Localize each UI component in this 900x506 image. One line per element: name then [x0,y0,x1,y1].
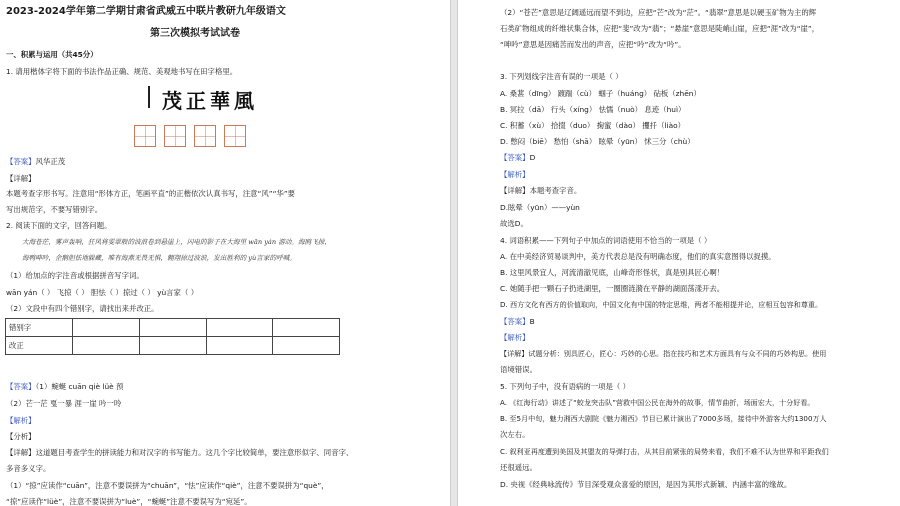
table-header-cell: 错别字 [6,319,73,337]
answer-2-line-1 [6,382,123,391]
explanation-4-tag: 【解析】 [500,333,530,342]
table-blank-cell[interactable] [73,319,140,337]
question-4-option-b: B. 这里风景宜人，河流清澈见底，山峰奇形怪状，真是别具匠心啊！ [500,268,725,277]
question-5-option-a: A. 《红海行动》讲述了“蛟龙突击队”营救中国公民在海外的故事，情节曲折，场面宏大，十分好看。 [500,398,815,407]
grid-cell[interactable] [224,125,246,147]
answer-3 [500,153,535,162]
answer-text: B [529,317,535,326]
answer-2-cont-line-3: “呻吟”意思是因痛苦而发出的声音，应把“吟”改为“吟”。 [500,40,686,49]
page-divider [450,0,458,506]
answer-text: （1）蜿蜒 cuān qiè lüè 预 [35,382,124,391]
correction-table [5,318,340,355]
calligraphy-image [148,84,264,114]
analysis-2-tag: 【分析】 [6,432,36,441]
right-document-page [458,0,900,506]
question-5-option-c-cont: 还很遥远。 [500,463,537,472]
question-5-option-b-cont: 次左右。 [500,430,530,439]
question-2-1: （1）给加点的字注音或根据拼音写字词。 [6,271,144,280]
explanation-1-line-2: 写出规范字，不要写错别字。 [6,205,103,214]
grid-cell[interactable] [134,125,156,147]
answer-tag: 【答案】 [500,317,530,326]
table-blank-cell[interactable] [73,337,140,355]
analysis-2-line-3: （1）“掠”应读作“cuān”，注意不要误拼为“chuān”，“怯”应读作“qiè”，注意不要误拼为“què”， [6,481,329,490]
question-2-1-blanks: wān yán（ ） 飞掠（ ） 胆怯（ ）掠过（ ） yù言家（ ） [6,288,199,297]
table-blank-cell[interactable] [139,337,206,355]
exam-title: 2023-2024学年第二学期甘肃省武威五中联片教研九年级语文 [6,6,286,17]
question-5-option-c: C. 叙利亚再度遭到美国及其盟友的导弹打击，从其目前紧张的局势来看，我们不难不认为世界和平距我们 [500,447,829,456]
question-4: 4. 词语积累——下列句子中加点的词语使用不恰当的一项是（ ） [500,236,712,245]
exam-subtitle: 第三次模拟考试试卷 [150,28,240,39]
table-header-cell: 改正 [6,337,73,355]
question-5-option-b: B. 至5月中旬，魅力湘西大剧院《魅力湘西》节目已累计演出了7000多场，接待中外游客大约1300万人 [500,414,827,423]
explanation-1-tag: 【详解】 [6,174,36,183]
answer-text: D [529,153,536,162]
explanation-4-line-1: 【详解】试题分析：别具匠心，匠心：巧妙的心思。指在技巧和艺术方面具有与众不同的巧妙构思。使用 [500,349,827,358]
section-1-heading: 一、积累与运用（共45分） [6,50,98,59]
table-blank-cell[interactable] [273,337,340,355]
analysis-2-line-4: “掠”应读作“lüè”，注意不要误拼为“luè”，“蜿蜒”注意不要误写为“宛延”。 [6,497,252,506]
answer-4 [500,317,535,326]
table-blank-cell[interactable] [206,337,273,355]
question-4-option-c: C. 她随手把一颗石子扔进湖里，一圈圈涟漪在平静的湖面荡漾开去。 [500,284,725,293]
answer-2-cont-line-2: 石类矿物组成的纤维状集合体，应把“斐”改为“翡”；“悬崖”意思是陡峭山崖，应把“涯”改为“崖”， [500,24,820,33]
answer-tag: 【答案】 [500,153,530,162]
calligraphy-text: 茂正華風 [162,89,258,113]
passage-line-2: 海鸭呻吟，企鹅胆怯地躲藏，唯有海燕无畏无惧，翱翔掠过波浪，发出胜利的 yù言家的呼喊。 [22,254,296,262]
grid-cell[interactable] [194,125,216,147]
explanation-2-tag: 【解析】 [6,416,36,425]
answer-2-cont-line-1: （2）“苍芒”意思是辽阔遥远而望不到边，应把“芒”改为“茫”。“翡翠”意思是以硬玉矿物为主的辉 [500,8,817,17]
answer-2-line-2: （2）芒一茫 戛一暴 涯一崖 吟一呤 [6,399,122,408]
grid-cell[interactable] [164,125,186,147]
question-5-option-d: D. 央视《经典咏流传》节目深受观众喜爱的原因，是因为其形式新颖、内涵丰富的缘故。 [500,480,792,489]
explanation-3-tag: 【解析】 [500,170,530,179]
passage-line-1: 大海苍茫，雾声轰响，狂风将雯翠般的波浪卷到悬崖上，闪电的影子在大海里 wān yán 游动。海鸥飞掠， [22,238,331,246]
question-3: 3. 下列划线字注音有误的一项是（ ） [500,72,623,81]
answer-1 [6,157,65,166]
analysis-2-line-2: 多音多义字。 [6,464,51,473]
question-2: 2. 阅读下面的文字，回答问题。 [6,221,112,230]
answer-text: 风华正茂 [35,157,66,166]
question-3-option-c: C. 积蓄（xù） 拾掇（duo） 掬蜜（dào） 攫扦（liào） [500,121,686,130]
analysis-2-line-1: 【详解】这道题目考查学生的拼读能力和对汉字的书写能力。这几个字比较简单，要注意形似字、同音字、 [6,448,354,457]
tianzige-grid [134,125,254,149]
answer-tag: 【答案】 [6,382,36,391]
answer-tag: 【答案】 [6,157,36,166]
table-blank-cell[interactable] [206,319,273,337]
question-4-option-a: A. 在中美经济贸易谈判中，美方代表总是没有明确态度，他们的真实意图得以捉摸。 [500,252,776,261]
explanation-3-line-2: D.眩晕（yūn）——yùn [500,203,580,212]
question-3-option-b: B. 冥拉（dā） 行头（xíng） 怯懦（nuò） 息迹（huì） [500,105,686,114]
explanation-1-line-1: 本题考查字形书写。注意用“形体方正，笔画平直”的正楷依次认真书写，注意“风”“华”要 [6,189,296,198]
table-blank-cell[interactable] [139,319,206,337]
explanation-3-line-1: 【详解】本题考查字音。 [500,186,582,195]
question-1: 1. 请用楷体字将下面的书法作品正确、规范、美观地书写在田字格里。 [6,67,238,76]
question-3-option-a: A. 桑葚（dīng） 踱踹（cù） 蝈子（huáng） 砧板（zhēn） [500,89,701,98]
question-3-option-d: D. 憋闷（biē） 愁怕（shā） 眩晕（yūn） 怵三分（chù） [500,137,695,146]
question-5: 5. 下列句子中，没有语病的一项是（ ） [500,382,631,391]
question-4-option-d: D. 西方文化有西方的价值取向，中国文化有中国的特定思维，两者不能相提并论，应相互包容和尊重。 [500,300,823,309]
question-2-2: （2）文段中有四个错别字，请找出来并改正。 [6,304,159,313]
explanation-4-line-2: 语境错误。 [500,365,537,374]
table-blank-cell[interactable] [273,319,340,337]
explanation-3-line-3: 故选D。 [500,219,528,228]
